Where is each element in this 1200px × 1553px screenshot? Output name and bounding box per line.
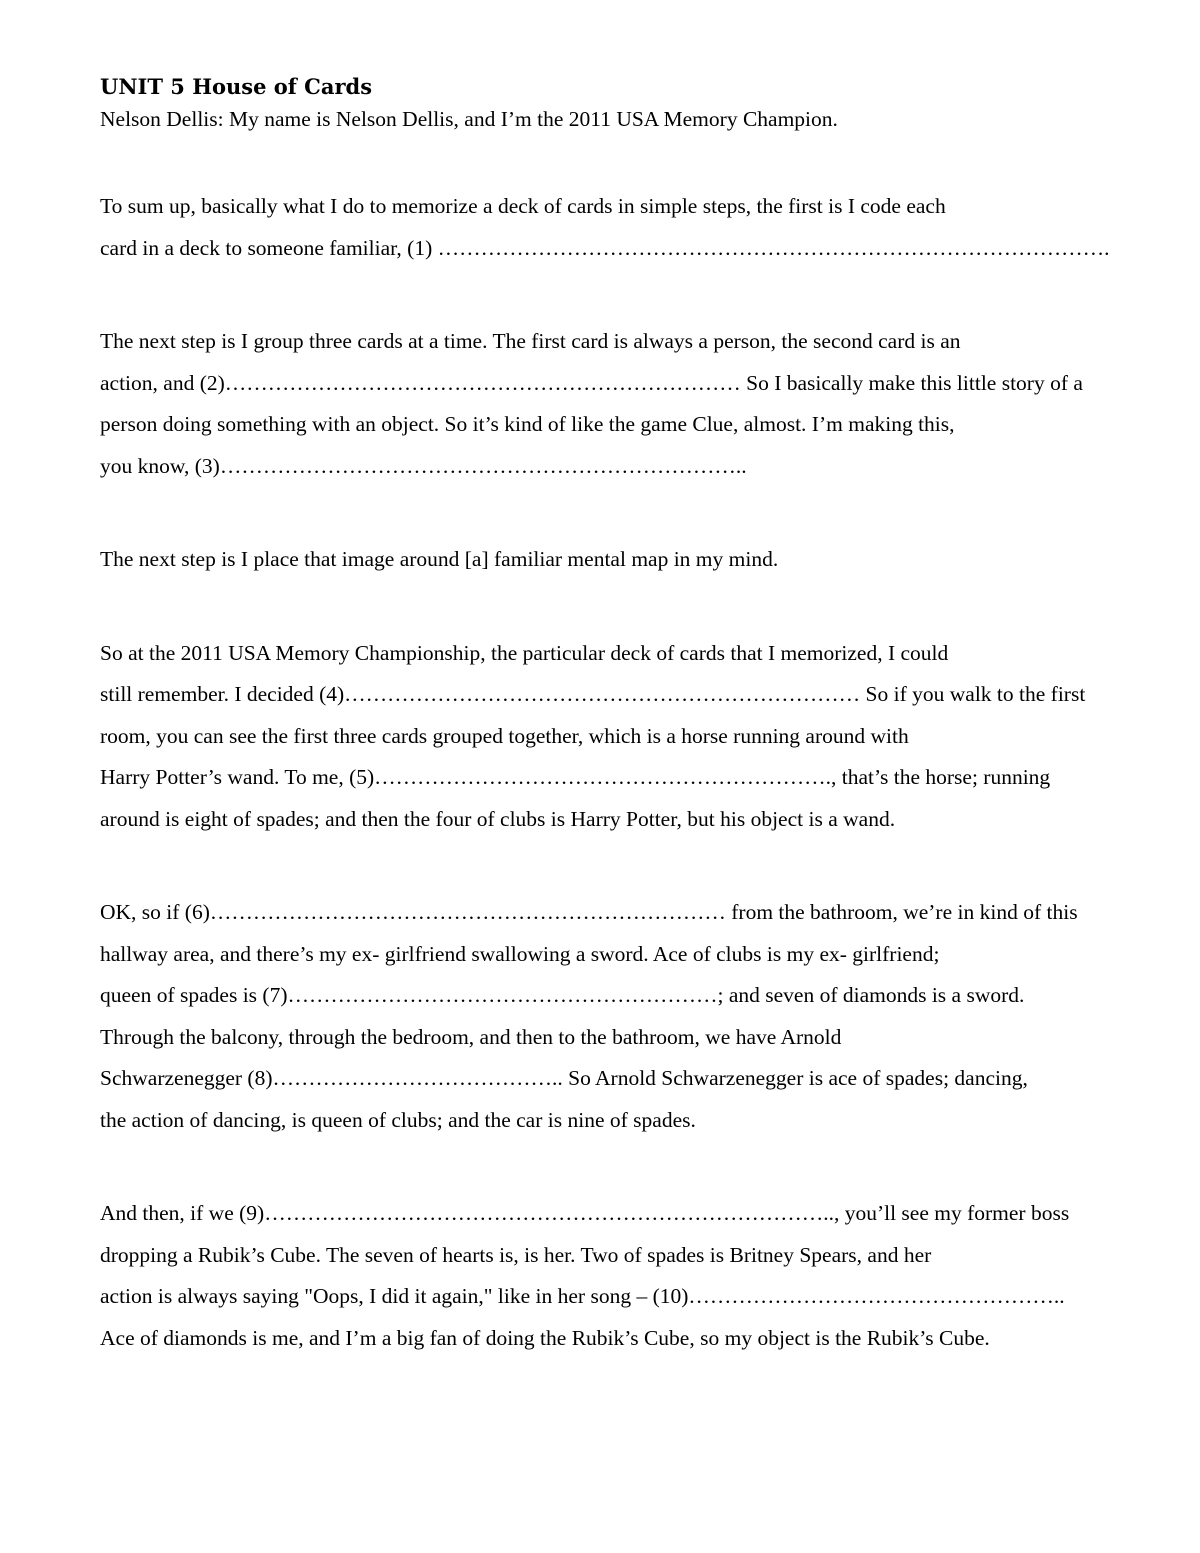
intro-line: Nelson Dellis: My name is Nelson Dellis, and I’m the 2011 USA Memory Champion. (100, 107, 838, 131)
text-line: you know, (3)……………………………………………………………….. (100, 453, 747, 478)
paragraph-5 (100, 892, 1110, 1141)
text-line: queen of spades is (7)……………………………………………………; and seven of diamonds is a sword. (100, 983, 1025, 1007)
paragraph-3 (100, 539, 1110, 581)
text-line: And then, if we (9)…………………………………………………………………….., you’ll see my former boss (100, 1201, 1070, 1225)
paragraph-2 (100, 321, 1110, 487)
paragraph-4 (100, 633, 1110, 841)
text-line: To sum up, basically what I do to memorize a deck of cards in simple steps, the first is I code each (100, 194, 946, 218)
text-line: action is always saying "Oops, I did it again," like in her song – (10)…………………………………………….. (100, 1284, 1065, 1308)
text-line: dropping a Rubik’s Cube. The seven of hearts is, is her. Two of spades is Britney Spears, and her (100, 1242, 932, 1267)
text-line: Harry Potter’s wand. To me, (5)………………………………………………………., that’s the horse; running (100, 765, 1051, 789)
text-line: Through the balcony, through the bedroom, and then to the bathroom, we have Arnold (100, 1024, 842, 1049)
document-body (100, 72, 1110, 1359)
text-line: hallway area, and there’s my ex- girlfriend swallowing a sword. Ace of clubs is my ex- girlfriend; (100, 941, 940, 966)
text-line: the action of dancing, is queen of clubs; and the car is nine of spades. (100, 1107, 696, 1132)
paragraph-1 (100, 186, 1110, 269)
document-title: UNIT 5 House of Cards (100, 74, 373, 99)
text-line: The next step is I place that image around [a] familiar mental map in my mind. (100, 547, 779, 571)
text-line: card in a deck to someone familiar, (1) …………………………………………………………………………………. (100, 235, 1110, 260)
text-line: still remember. I decided (4)……………………………………………………………… So if you walk to the first (100, 682, 1086, 706)
text-line: Ace of diamonds is me, and I’m a big fan of doing the Rubik’s Cube, so my object is the Rubik’s Cube. (100, 1325, 990, 1350)
text-line: around is eight of spades; and then the four of clubs is Harry Potter, but his object is a wand. (100, 806, 896, 831)
text-line: So at the 2011 USA Memory Championship, the particular deck of cards that I memorized, I could (100, 640, 949, 665)
text-line: The next step is I group three cards at a time. The first card is always a person, the second card is an (100, 329, 961, 353)
text-line: room, you can see the first three cards grouped together, which is a horse running around with (100, 723, 909, 748)
text-line: person doing something with an object. So it’s kind of like the game Clue, almost. I’m making this, (100, 412, 955, 436)
text-line: Schwarzenegger (8)………………………………….. So Arnold Schwarzenegger is ace of spades; dancing, (100, 1066, 1028, 1090)
paragraph-6 (100, 1193, 1110, 1359)
text-line: OK, so if (6)……………………………………………………………… from the bathroom, we’re in kind of this (100, 900, 1078, 924)
text-line: action, and (2)……………………………………………………………… So I basically make this little story of a (100, 370, 1083, 395)
